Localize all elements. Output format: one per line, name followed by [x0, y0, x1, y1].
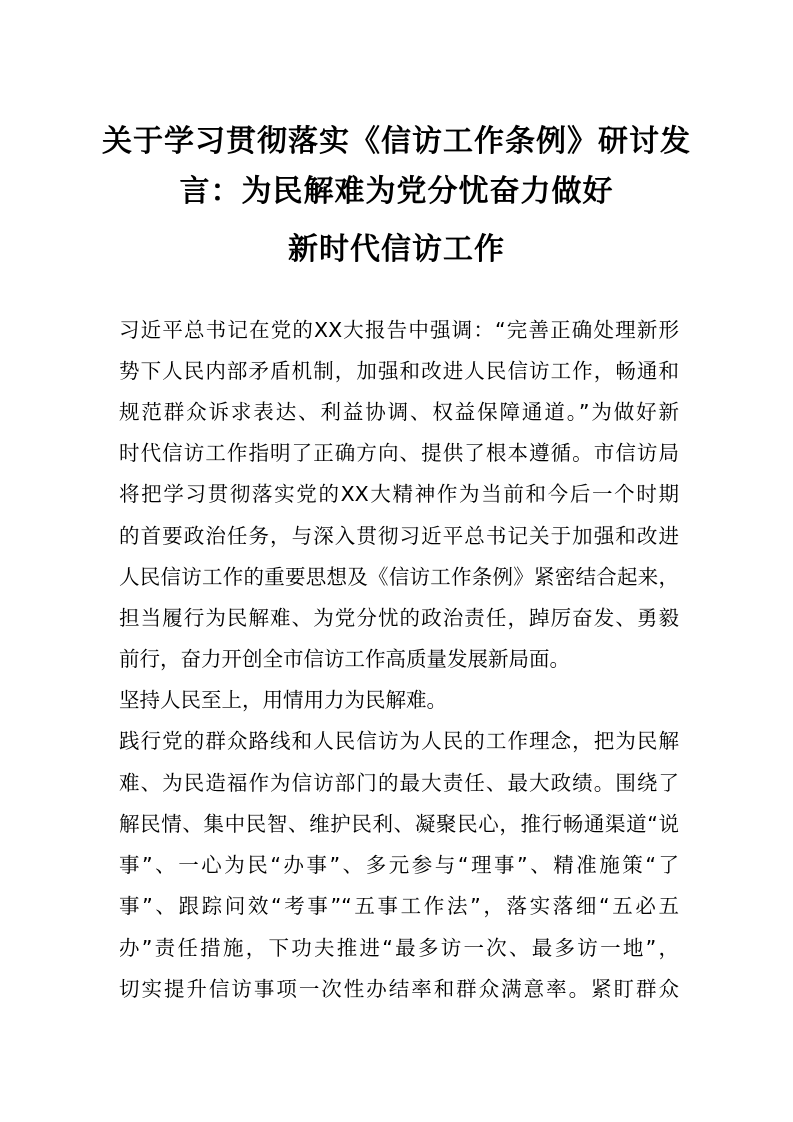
- body-line-5: 将把学习贯彻落实党的XX大精神作为当前和今后一个时期: [119, 482, 679, 506]
- body-line-11: 践行党的群众路线和人民信访为人民的工作理念，把为民解: [119, 729, 679, 753]
- body-line-2: 势下人民内部矛盾机制，加强和改进人民信访工作，畅通和: [119, 359, 679, 383]
- body-line-17: 切实提升信访事项一次性办结率和群众满意率。紧盯群众: [119, 977, 679, 1001]
- body-line-15: 事”、跟踪问效“考事”“五事工作法”，落实落细“五必五: [119, 894, 679, 918]
- body-line-9: 前行，奋力开创全市信访工作高质量发展新局面。: [119, 647, 570, 671]
- body-line-1: 习近平总书记在党的XX大报告中强调：“完善正确处理新形: [119, 318, 679, 342]
- body-line-3: 规范群众诉求表达、利益协调、权益保障通道。”为做好新: [119, 400, 679, 424]
- body-line-4: 时代信访工作指明了正确方向、提供了根本遵循。市信访局: [119, 441, 679, 465]
- body-line-13: 解民情、集中民智、维护民利、凝聚民心，推行畅通渠道“说: [119, 812, 679, 836]
- body-line-12: 难、为民造福作为信访部门的最大责任、最大政绩。围绕了: [119, 771, 679, 795]
- section-heading-1: 坚持人民至上，用情用力为民解难。: [119, 688, 447, 712]
- document-title-line-2: 言：为民解难为党分忧奋力做好: [179, 174, 614, 209]
- body-line-8: 担当履行为民解难、为党分忧的政治责任，踔厉奋发、勇毅: [119, 606, 679, 630]
- body-line-14: 事”、一心为民“办事”、多元参与“理事”、精准施策“了: [119, 853, 679, 877]
- document-title-line-1: 关于学习贯彻落实《信访工作条例》研讨发: [102, 124, 691, 159]
- document-title-line-3: 新时代信访工作: [288, 232, 505, 267]
- body-line-7: 人民信访工作的重要思想及《信访工作条例》紧密结合起来，: [119, 565, 679, 589]
- body-line-16: 办”责任措施，下功夫推进“最多访一次、最多访一地”，: [119, 936, 679, 960]
- body-line-6: 的首要政治任务，与深入贯彻习近平总书记关于加强和改进: [119, 524, 679, 548]
